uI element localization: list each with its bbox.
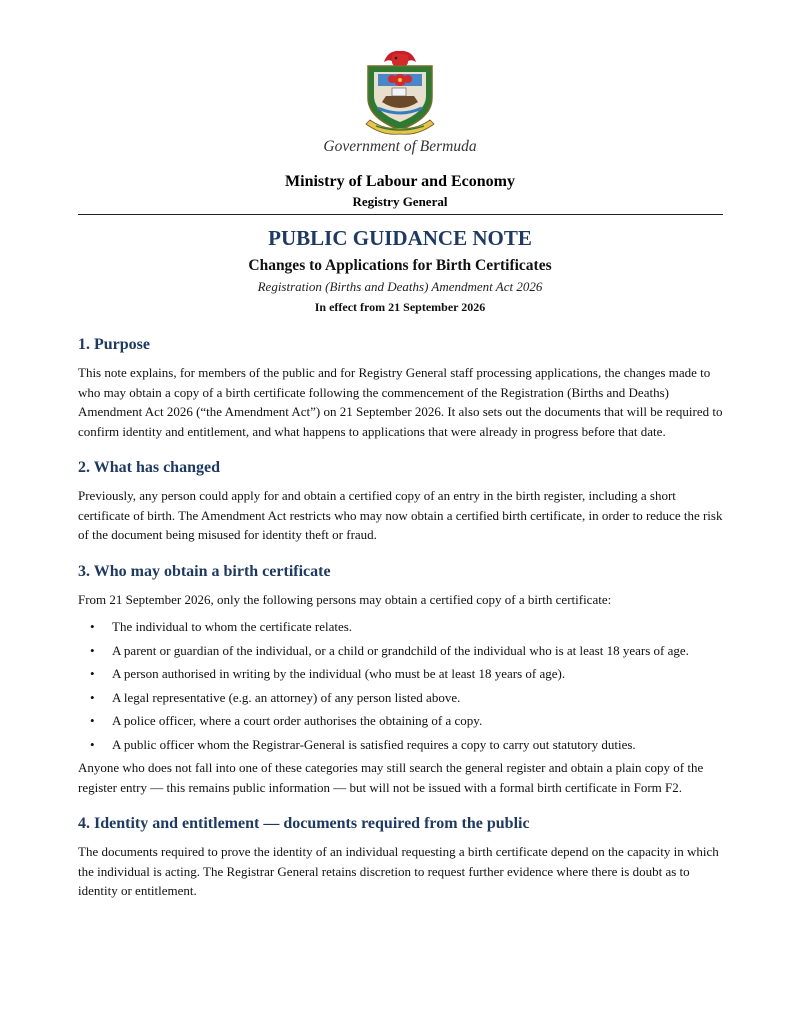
bullet-icon: • bbox=[90, 666, 95, 681]
section-purpose bbox=[78, 334, 726, 441]
list-item-text: A parent or guardian of the individual, or a child or grandchild of the individual who is at least 18 years of age. bbox=[112, 642, 689, 658]
bullet-icon: • bbox=[90, 689, 95, 705]
section-what-changed bbox=[78, 457, 726, 545]
effective-date: In effect from 21 September 2026 bbox=[314, 300, 486, 314]
section-heading: 1. Purpose bbox=[78, 336, 150, 353]
list-item-text: A police officer, where a court order authorises the obtaining of a copy. bbox=[112, 713, 483, 728]
eligible-persons-list bbox=[78, 615, 726, 756]
section-paragraph: This note explains, for members of the public and for Registry General staff processing applications, the changes made to who may obtain a copy of a birth certificate following the commencement of the Registration (Births and Deaths) Amendment Act 2026 (“the Amendment Act”) on 21 September 2026. It also sets out the documents that will be required to confirm identity and entitlement, and what happens to applications that were already in progress before that date. bbox=[78, 365, 723, 439]
list-item bbox=[78, 615, 726, 639]
document-body bbox=[78, 334, 726, 917]
list-item bbox=[78, 733, 726, 757]
ministry-name: Ministry of Labour and Economy bbox=[285, 173, 515, 190]
section-identity-documents bbox=[78, 813, 726, 901]
bullet-icon: • bbox=[90, 619, 95, 634]
document-subtitle: Changes to Applications for Birth Certificates bbox=[248, 257, 552, 274]
section-heading: 4. Identity and entitlement — documents required from the public bbox=[78, 815, 530, 832]
list-item bbox=[78, 709, 726, 733]
list-item-text: A public officer whom the Registrar-General is satisfied requires a copy to carry out statutory duties. bbox=[112, 736, 636, 752]
section-heading: 2. What has changed bbox=[78, 459, 220, 476]
list-item bbox=[78, 662, 726, 686]
list-item bbox=[78, 639, 726, 663]
bermuda-coat-of-arms-icon bbox=[362, 46, 438, 136]
document-title: PUBLIC GUIDANCE NOTE bbox=[268, 226, 532, 250]
government-name: Government of Bermuda bbox=[323, 138, 477, 155]
section-who-may-obtain bbox=[78, 561, 726, 798]
act-reference: Registration (Births and Deaths) Amendment Act 2026 bbox=[257, 279, 543, 294]
section-intro: From 21 September 2026, only the following persons may obtain a certified copy of a birth certificate: bbox=[78, 591, 612, 607]
section-paragraph: The documents required to prove the identity of an individual requesting a birth certificate depend on the capacity in which the individual is acting. The Registrar General retains discretion to request further evidence where there is doubt as to identity or entitlement. bbox=[78, 844, 719, 898]
list-item-text: A person authorised in writing by the individual (who must be at least 18 years of age). bbox=[112, 666, 566, 681]
list-item-text: The individual to whom the certificate relates. bbox=[112, 619, 353, 634]
section-paragraph: Previously, any person could apply for and obtain a certified copy of an entry in the birth register, including a short certificate of birth. The Amendment Act restricts who may now obtain a certified birth certificate, in order to reduce the risk of the document being misused for identity theft or fraud. bbox=[78, 488, 723, 542]
bullet-icon: • bbox=[90, 736, 95, 752]
bullet-icon: • bbox=[90, 642, 95, 658]
department-name: Registry General bbox=[352, 194, 448, 209]
section-heading: 3. Who may obtain a birth certificate bbox=[78, 562, 331, 580]
section-closing: Anyone who does not fall into one of these categories may still search the general register and obtain a plain copy of the register entry — this remains public information — but will not be issued with a formal birth certificate in Form F2. bbox=[78, 760, 704, 795]
list-item-text: A legal representative (e.g. an attorney) of any person listed above. bbox=[112, 689, 461, 705]
header-divider bbox=[78, 214, 723, 215]
bullet-icon: • bbox=[90, 713, 95, 728]
list-item bbox=[78, 686, 726, 710]
